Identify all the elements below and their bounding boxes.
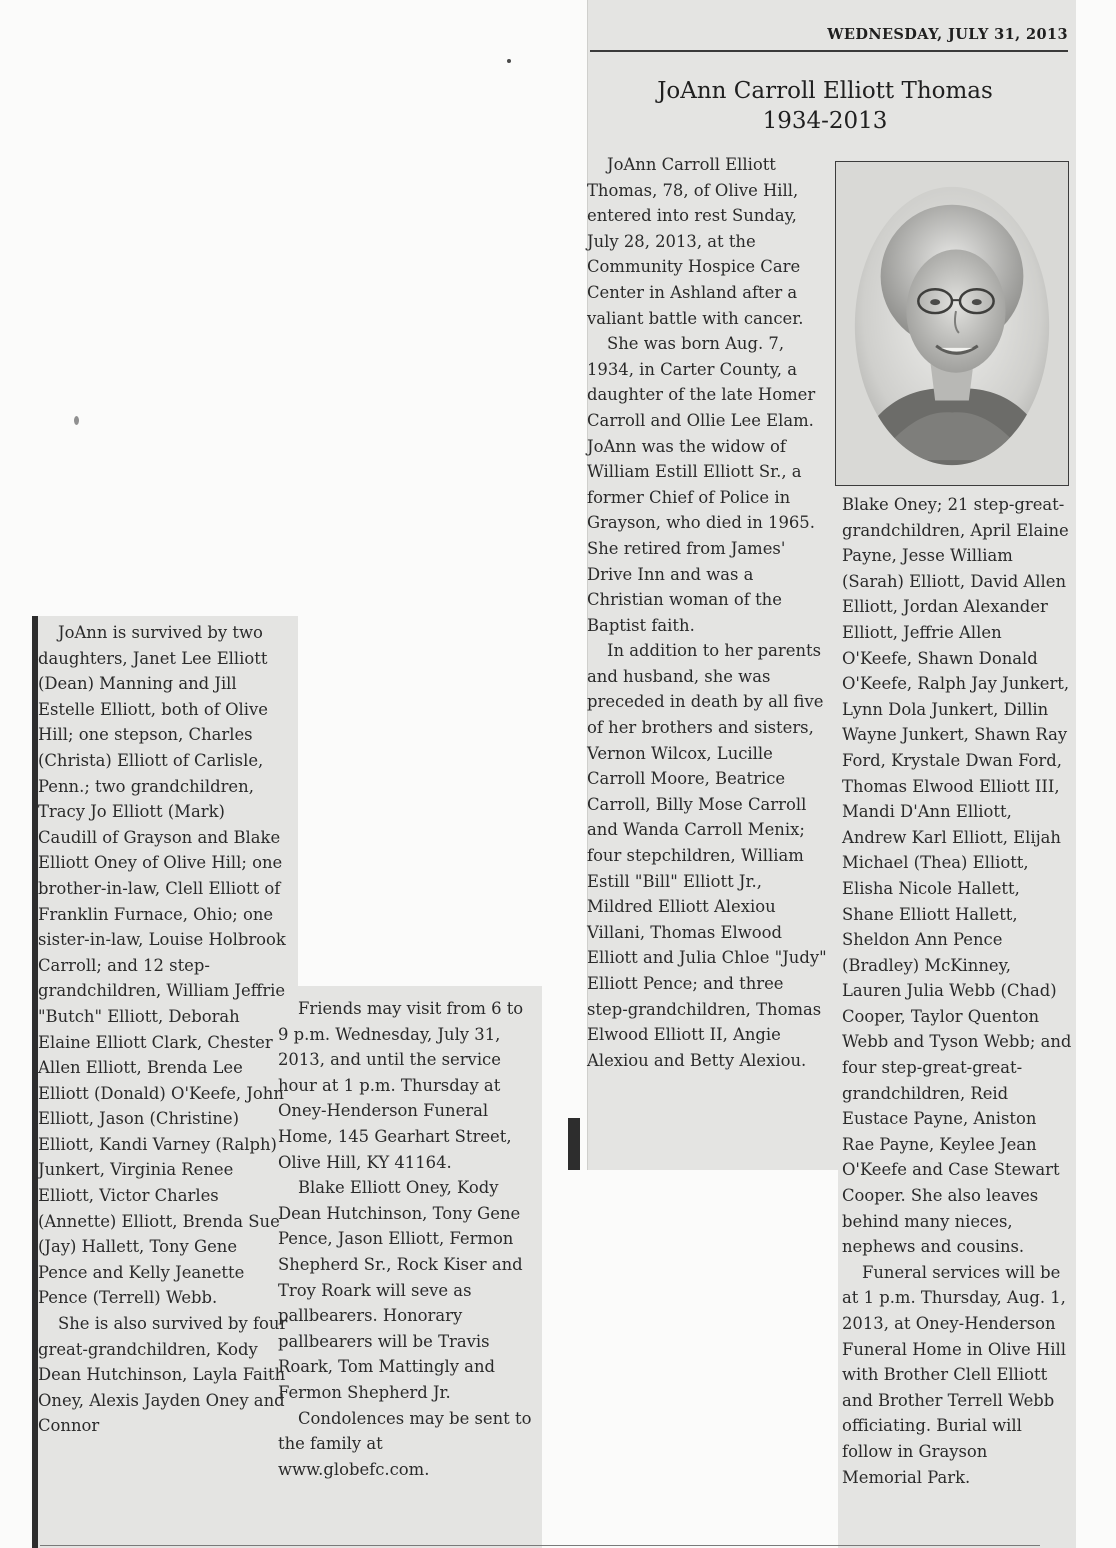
obituary-column-right [842, 492, 1072, 1490]
portrait-photo [835, 161, 1069, 486]
dateline: WEDNESDAY, JULY 31, 2013 [827, 26, 1068, 43]
obituary-column-main [587, 152, 827, 1073]
paragraph-preceded: In addition to her parents and husband, she was preceded in death by all five of her brothers and sisters, Vernon Wilcox, Lucille Carroll Moore, Beatrice Carroll, Billy Mose Carroll and Wanda Carroll Menix; four stepchildren, William Estill "Bill" Elliott Jr., Mildred Elliott Alexiou Villani, Thomas Elwood Elliott and Julia Chloe "Judy" Elliott Pence; and three step-grandchildren, Thomas Elwood Elliott II, Angie Alexiou and Betty Alexiou. [587, 641, 827, 1070]
obituary-headline [600, 76, 1050, 136]
clipping-edge-shadow [568, 1118, 580, 1170]
paragraph-funeral-services: Funeral services will be at 1 p.m. Thursday, Aug. 1, 2013, at Oney-Henderson Funeral Home in Olive Hill with Brother Clell Elliott and Brother Terrell Webb officiating. Burial will follow in Grayson Memorial Park. [842, 1262, 1066, 1487]
paragraph-pallbearers: Blake Elliott Oney, Kody Dean Hutchinson, Tony Gene Pence, Jason Elliott, Fermon Shepherd Sr., Rock Kiser and Troy Roark will seve as pallbearers. Honorary pallbearers will be Travis Roark, Tom Mattingly and Fermon Shepherd Jr. [278, 1178, 523, 1402]
scan-speck [507, 59, 511, 63]
paragraph-visitation: Friends may visit from 6 to 9 p.m. Wednesday, July 31, 2013, and until the service hour at 1 p.m. Thursday at Oney-Henderson Funeral Home, 145 Gearhart Street, Olive Hill, KY 41164. [278, 999, 524, 1172]
scan-edge-line [40, 1545, 1040, 1546]
scan-speck [74, 416, 79, 425]
paragraph-biography: She was born Aug. 7, 1934, in Carter County, a daughter of the late Homer Carroll and Ollie Lee Elam. JoAnn was the widow of William Estill Elliott Sr., a former Chief of Police in Grayson, who died in 1965. She retired from James' Drive Inn and was a Christian woman of the Baptist faith. [587, 334, 816, 635]
obituary-column-left [38, 620, 288, 1439]
paragraph-great-grandchildren: Blake Oney; 21 step-great-grandchildren, April Elaine Payne, Jesse William (Sarah) Elliott, David Allen Elliott, Jordan Alexander Elliott, Jeffrie Allen O'Keefe, Shawn Donald O'Keefe, Ralph Jay Junkert, Lynn Dola Junkert, Dillin Wayne Junkert, Shawn Ray Ford, Krystale Dwan Ford, Thomas Elwood Elliott III, Mandi D'Ann Elliott, Andrew Karl Elliott, Elijah Michael (Thea) Elliott, Elisha Nicole Hallett, Shane Elliott Hallett, Sheldon Ann Pence (Bradley) McKinney, Lauren Julia Webb (Chad) Cooper, Taylor Quenton Webb and Tyson Webb; and four step-great-great-grandchildren, Reid Eustace Payne, Aniston Rae Payne, Keylee Jean O'Keefe and Case Stewart Cooper. She also leaves behind many nieces, nephews and cousins. [842, 495, 1072, 1257]
headline-years: 1934-2013 [762, 108, 888, 134]
obituary-column-middle [278, 996, 534, 1482]
portrait-image [836, 162, 1068, 485]
paragraph-survivors: JoAnn is survived by two daughters, Janet Lee Elliott (Dean) Manning and Jill Estelle Elliott, both of Olive Hill; one stepson, Charles (Christa) Elliott of Carlisle, Penn.; two grandchildren, Tracy Jo Elliott (Mark) Caudill of Grayson and Blake Elliott Oney of Olive Hill; one brother-in-law, Clell Elliott of Franklin Furnace, Ohio; one sister-in-law, Louise Holbrook Carroll; and 12 step-grandchildren, William Jeffrie "Butch" Elliott, Deborah Elaine Elliott Clark, Chester Allen Elliott, Brenda Lee Elliott (Donald) O'Keefe, John Elliott, Jason (Christine) Elliott, Kandi Varney (Ralph) Junkert, Virginia Renee Elliott, Victor Charles (Annette) Elliott, Brenda Sue (Jay) Hallett, Tony Gene Pence and Kelly Jeanette Pence (Terrell) Webb. [38, 623, 286, 1308]
headline-name: JoAnn Carroll Elliott Thomas [657, 78, 993, 104]
paragraph-great-grandchildren-survivors: She is also survived by four great-grandchildren, Kody Dean Hutchinson, Layla Faith Oney, Alexis Jayden Oney and Connor [38, 1314, 288, 1436]
paragraph-intro: JoAnn Carroll Elliott Thomas, 78, of Olive Hill, entered into rest Sunday, July 28, 2013, at the Community Hospice Care Center in Ashland after a valiant battle with cancer. [587, 155, 804, 328]
dateline-rule [590, 50, 1068, 52]
paragraph-condolences: Condolences may be sent to the family at www.globefc.com. [278, 1408, 532, 1479]
